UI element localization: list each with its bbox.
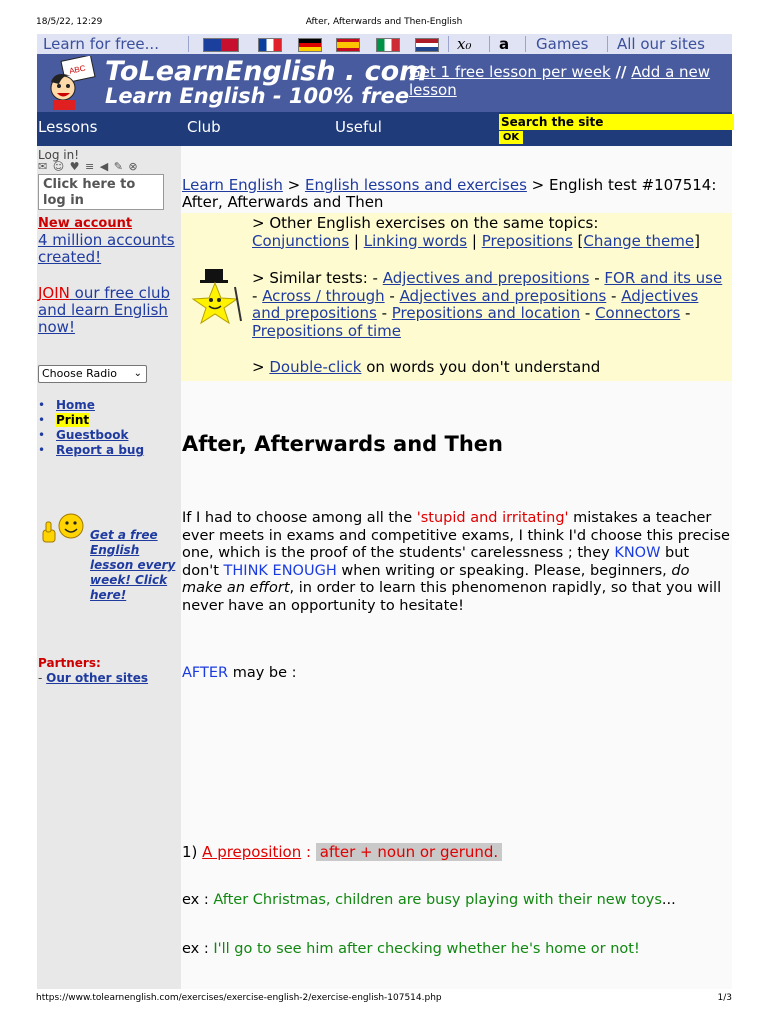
similar-test-link[interactable]: Prepositions and location <box>391 304 581 322</box>
preposition-link[interactable]: A preposition <box>202 843 302 861</box>
chevron-down-icon: ⌄ <box>133 368 142 379</box>
main-nav <box>37 112 732 146</box>
print-title: After, Afterwards and Then-English <box>305 17 463 27</box>
other-exercises: > Other English exercises on the same topics: Conjunctions | Linking words | Prepositions [Change theme] <box>252 214 700 250</box>
intro-paragraph: If I had to choose among all the 'stupid and irritating' mistakes a teacher ever meets in exams and competitive exams, I think I'd choose this precise one, which is the proof of the students' carelessness ; they KNOW but don't THINK ENOUGH when writing or speaking. Please, beginners, do make an effort, in order to learn this phenomenon rapidly, so that you will never have an opportunity to hesitate! <box>182 510 730 614</box>
home-link[interactable]: Home <box>56 398 95 412</box>
svg-text:ABC: ABC <box>68 63 87 76</box>
sidebar-links <box>38 398 144 458</box>
other-sites <box>38 671 148 685</box>
hint-prefix: > <box>252 358 270 376</box>
similar-tests-label: > Similar tests: - <box>252 269 378 287</box>
radio-select[interactable] <box>38 365 147 383</box>
similar-test-link[interactable]: Adjectives and prepositions <box>382 269 590 287</box>
breadcrumb-separator: > <box>282 176 305 194</box>
million-accounts-link[interactable]: 4 million accounts created! <box>38 231 175 266</box>
change-theme-link[interactable]: Change theme <box>583 231 695 250</box>
similar-test-link[interactable]: Adjectives and prepositions <box>399 286 607 305</box>
nav-useful[interactable]: Useful <box>335 118 382 136</box>
double-click-hint <box>252 359 730 377</box>
rule-highlight: after + noun or gerund. <box>316 843 502 861</box>
similar-test-link[interactable]: Adjectives and prepositions <box>252 286 699 322</box>
section-preposition: 1) A preposition : after + noun or gerund. <box>182 843 502 861</box>
similar-test-link[interactable]: Across / through <box>262 286 385 305</box>
games-link[interactable]: Games <box>536 35 589 53</box>
math-icon[interactable]: x₀ <box>457 35 472 53</box>
promo-links <box>409 63 729 99</box>
similar-test-link[interactable]: FOR and its use <box>604 269 723 287</box>
nav-lessons[interactable]: Lessons <box>38 118 98 136</box>
top-bar <box>37 34 732 55</box>
star-mascot-icon <box>191 267 245 327</box>
new-account-link[interactable]: New account <box>38 216 133 231</box>
example-2: ex : I'll go to see him after checking whether he's home or not! <box>182 941 640 957</box>
search-input[interactable]: Search the site <box>499 114 734 130</box>
similar-tests: > Similar tests: - Adjectives and prepositions - FOR and its use - Across / through - Adjectives and prepositions - Adjectives and prepositions - Prepositions and location - Connectors - Prepositions of time <box>252 269 723 340</box>
guestbook-link[interactable]: Guestbook <box>56 428 129 442</box>
promo-separator: // <box>615 63 627 81</box>
mascot-icon[interactable] <box>41 56 107 110</box>
germany-flag-icon[interactable] <box>298 38 322 52</box>
double-click-link[interactable]: Double-click <box>269 358 362 376</box>
example-1: ex : After Christmas, children are busy playing with their new toys... <box>182 892 676 908</box>
print-datetime: 18/5/22, 12:29 <box>36 17 103 27</box>
free-lesson-text[interactable]: Get a free English lesson every week! Click here! <box>90 528 176 602</box>
topic-prepositions[interactable]: Prepositions <box>481 231 573 250</box>
breadcrumb-current: > English test #107514: After, Afterwards and Then <box>182 176 717 211</box>
page <box>37 34 732 989</box>
topic-linking-words[interactable]: Linking words <box>363 231 468 250</box>
free-lesson-signup-link[interactable] <box>38 528 178 603</box>
print-page-number: 1/3 <box>717 993 732 1003</box>
partners-label: Partners: <box>38 656 101 670</box>
site-banner <box>37 54 732 112</box>
toolbar-icons[interactable]: ✉ ☺ ♥ ≡ ◀ ✎ ⊗ <box>38 160 139 173</box>
similar-test-link[interactable]: Connectors <box>595 304 681 322</box>
breadcrumb <box>182 177 730 211</box>
nav-club[interactable]: Club <box>187 118 221 136</box>
login-label[interactable]: Log in! <box>38 148 79 162</box>
spain-flag-icon[interactable] <box>336 38 360 52</box>
double-click-rest: on words you don't understand <box>361 358 601 376</box>
italy-flag-icon[interactable] <box>376 38 400 52</box>
join-rest[interactable]: our free club and learn English now! <box>38 284 171 336</box>
login-box[interactable]: Click here to log in <box>38 174 164 210</box>
breadcrumb-lessons-exercises[interactable]: English lessons and exercises <box>304 176 527 194</box>
related-exercises-box <box>181 213 732 381</box>
letter-a-icon[interactable]: a <box>499 35 510 53</box>
add-lesson-link[interactable]: Add a new lesson <box>409 63 711 99</box>
list-item: • Guestbook <box>38 428 129 442</box>
other-exercises-label: > Other English exercises on the same topics: <box>252 214 599 232</box>
other-sites-prefix: - <box>38 671 47 685</box>
join-word[interactable]: JOIN <box>38 284 70 302</box>
after-intro: AFTER may be : <box>182 665 297 681</box>
print-url: https://www.tolearnenglish.com/exercises/exercise-english-2/exercise-english-107514.php <box>36 993 442 1003</box>
netherlands-flag-icon[interactable] <box>415 38 439 52</box>
similar-test-link[interactable]: Prepositions of time <box>252 321 401 340</box>
radio-select-value: Choose Radio <box>42 367 118 380</box>
site-brand[interactable]: ToLearnEnglish . com <box>105 56 428 87</box>
uk-us-flag-icon[interactable] <box>203 38 239 52</box>
list-item: • Report a bug <box>38 443 145 457</box>
print-link[interactable]: Print <box>56 413 90 427</box>
all-sites-link[interactable]: All our sites <box>617 35 705 53</box>
list-item: • Print <box>38 413 90 427</box>
topic-conjunctions[interactable]: Conjunctions <box>252 231 350 250</box>
join-club-link[interactable] <box>38 285 178 336</box>
site-tagline: Learn English - 100% free <box>105 84 410 108</box>
search-ok-button[interactable]: OK <box>499 131 523 144</box>
learn-free-link[interactable]: Learn for free... <box>43 35 159 53</box>
other-sites-link[interactable]: Our other sites <box>46 671 149 685</box>
page-title: After, Afterwards and Then <box>182 432 503 456</box>
free-lesson-week-link[interactable]: Get 1 free lesson per week <box>409 63 611 81</box>
main-content <box>181 146 732 989</box>
breadcrumb-learn-english[interactable]: Learn English <box>182 176 283 194</box>
france-flag-icon[interactable] <box>258 38 282 52</box>
list-item: • Home <box>38 398 95 412</box>
left-sidebar <box>37 146 181 989</box>
report-bug-link[interactable]: Report a bug <box>56 443 145 457</box>
